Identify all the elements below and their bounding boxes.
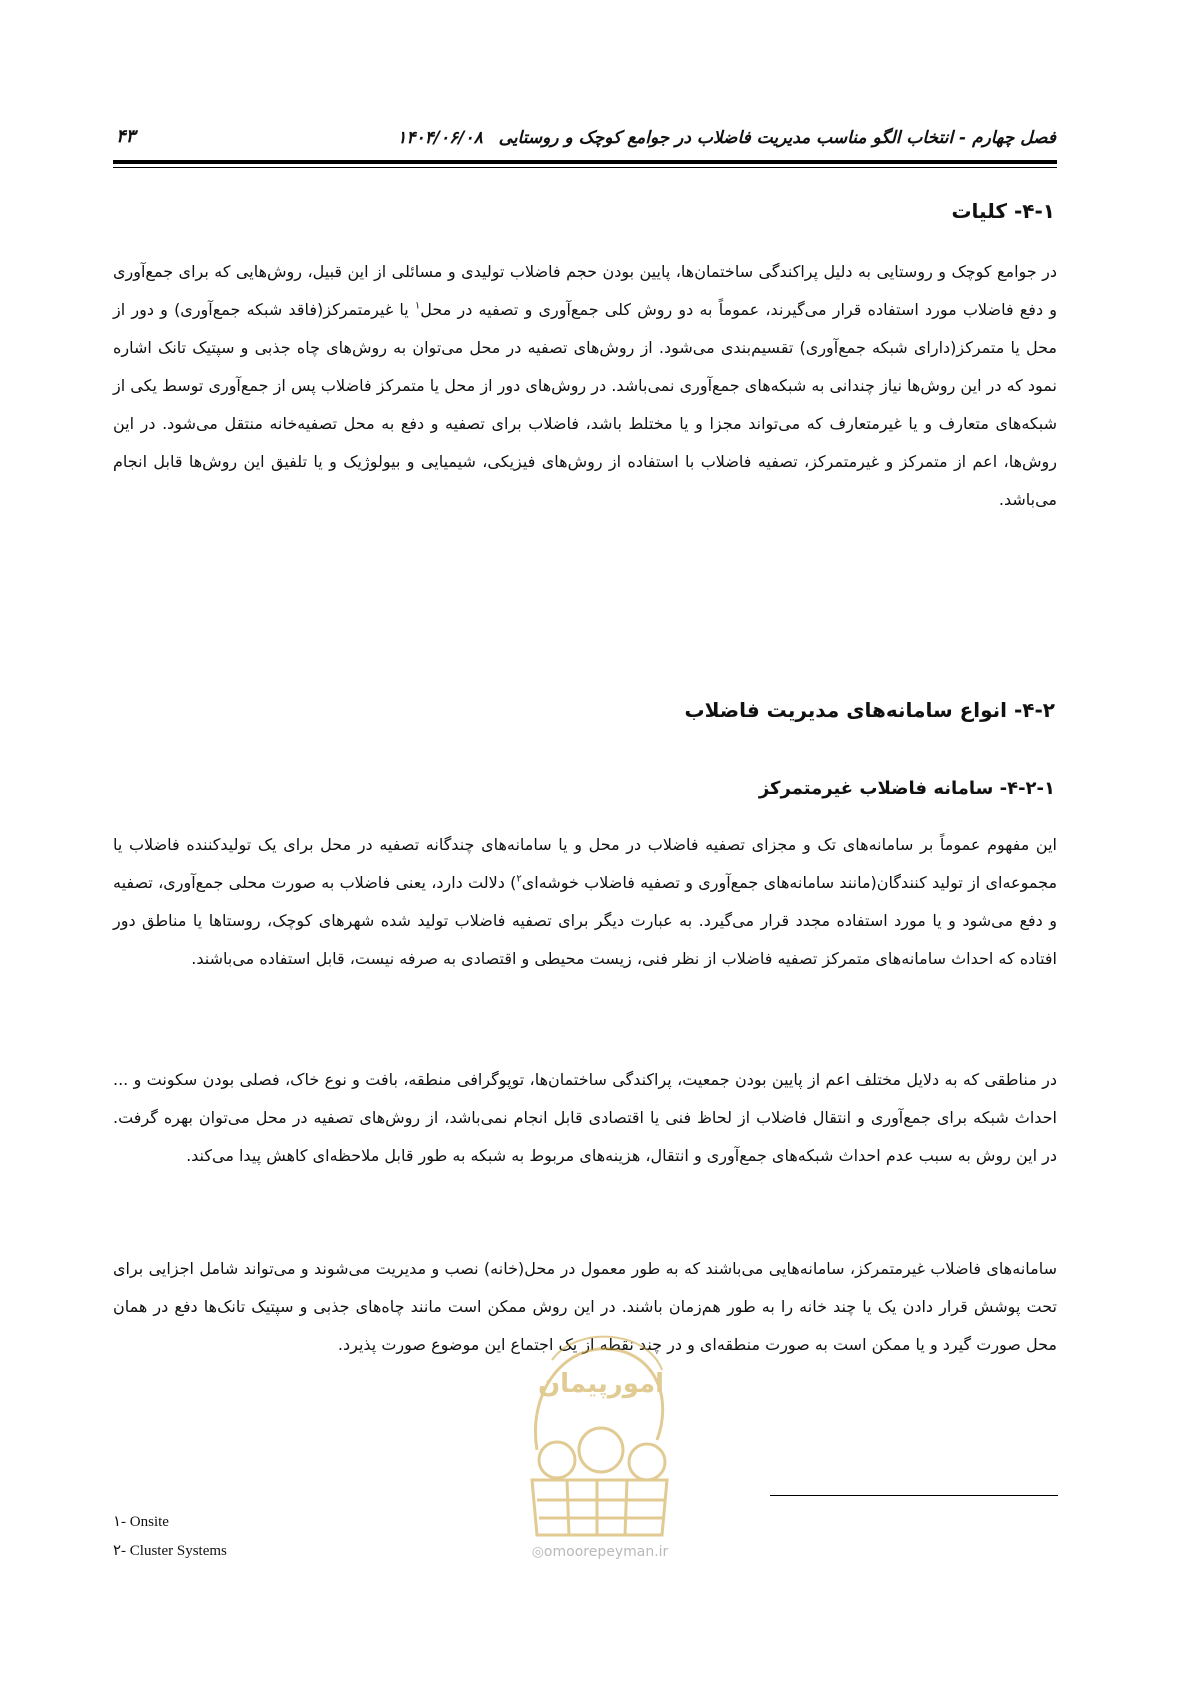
header-date: ۱۴۰۴/۰۶/۰۸ <box>397 128 483 148</box>
watermark-logo-text: امورپیمان <box>537 1369 665 1399</box>
paragraph-decentralized-1-part-a: این مفهوم عموماً بر سامانه‌های تک و مجزای تصفیه فاضلاب در محل و یا سامانه‌های چندگانه تصفیه در محل برای یک تولیدکننده فاضلاب یا مجموعه‌ای از تولید کنندگان(مانند سامانه‌های جمع‌آوری و تصفیه فاضلاب خوشه‌ای <box>113 835 1058 892</box>
footnote-ref-1: ۱ <box>414 300 421 312</box>
paragraph-decentralized-1 <box>113 826 1057 978</box>
paragraph-general <box>113 253 1057 519</box>
section-heading-general: ۴-۱- کلیات <box>951 199 1055 223</box>
section-heading-types: ۴-۲- انواع سامانه‌های مدیریت فاضلاب <box>684 698 1055 722</box>
paragraph-decentralized-3: سامانه‌های فاضلاب غیرمتمرکز، سامانه‌هایی می‌باشند که به طور معمول در محل(خانه) نصب و مدیریت می‌شوند و می‌تواند شامل اجزایی برای تحت پوشش قرار دادن یک یا چند خانه را به طور هم‌زمان باشند. در این روش ممکن است مانند چاه‌های جذبی و سپتیک تانک‌ها دفع در همان محل صورت گیرد و یا ممکن است به صورت منطقه‌ای و در چند نقطه از یک اجتماع این موضوع صورت پذیرد. <box>113 1259 1057 1354</box>
running-header <box>397 128 1056 148</box>
watermark-site-icon: ◎ <box>531 1544 544 1560</box>
header-title: فصل چهارم - انتخاب الگو مناسب مدیریت فاضلاب در جوامع کوچک و روستایی <box>498 128 1056 148</box>
footnote-separator <box>770 1495 1058 1496</box>
watermark-site-text: omoorepeyman.ir <box>543 1544 669 1560</box>
paragraph-decentralized-2: در مناطقی که به دلایل مختلف اعم از پایین بودن جمعیت، پراکندگی ساختمان‌ها، توپوگرافی منطقه، بافت و نوع خاک، فصلی بودن سکونت و ... احداث شبکه برای جمع‌آوری و انتقال فاضلاب از لحاظ فنی یا اقتصادی قابل انجام نمی‌باشد، از روش‌های تصفیه در محل می‌توان بهره گرفت. در این روش به سبب عدم احداث شبکه‌های جمع‌آوری و انتقال، هزینه‌های مربوط به شبکه به طور قابل ملاحظه‌ای کاهش پیدا می‌کند. <box>113 1070 1057 1165</box>
subsection-heading-decentralized: ۴-۲-۱- سامانه فاضلاب غیرمتمرکز <box>758 778 1055 799</box>
header-rule-thin <box>113 167 1057 168</box>
watermark-site <box>500 1544 700 1560</box>
footnote-ref-2: ۲ <box>516 873 522 885</box>
paragraph-general-part-b: یا غیرمتمرکز(فاقد شبکه جمع‌آوری) و دور از محل یا متمرکز(دارای شبکه جمع‌آوری) تقسیم‌بندی می‌شود. از روش‌های تصفیه در محل می‌توان به روش‌های چاه جذبی و سپتیک تانک اشاره نمود که در این روش‌ها نیاز چندانی به شبکه‌های جمع‌آوری نمی‌باشد. در روش‌های دور از محل یا متمرکز فاضلاب پس از جمع‌آوری توسط یکی از شبکه‌های متعارف و یا غیرمتعارف که می‌تواند مجزا و یا مختلط باشد، فاضلاب برای تصفیه و دفع به محل تصفیه‌خانه منتقل می‌شود. در این روش‌ها، اعم از متمرکز و غیرمتمرکز، تصفیه فاضلاب با استفاده از روش‌های فیزیکی، شیمیایی و بیولوژیک و یا تلفیق این روش‌ها قابل انجام می‌باشد. <box>113 300 1057 509</box>
header-rule-thick <box>113 160 1057 164</box>
paragraph-decentralized-1-part-b: ) دلالت دارد، یعنی فاضلاب به صورت محلی جمع‌آوری، تصفیه و دفع می‌شود و یا مورد استفاده مجدد قرار می‌گیرد. به عبارت دیگر برای تصفیه فاضلاب تولید شده شهرهای کوچک، روستاها یا مناطق دور افتاده که احداث سامانه‌های متمرکز تصفیه فاضلاب از نظر فنی، زیست محیطی و اقتصادی به صرفه نیست، قابل استفاده می‌باشند. <box>113 873 1057 968</box>
footnote-2: ۲- Cluster Systems <box>113 1543 227 1559</box>
page-number: ۴۳ <box>116 126 136 147</box>
watermark-logo <box>497 1300 702 1540</box>
footnote-1: ۱- Onsite <box>113 1514 169 1530</box>
paragraph-general-part-a: در جوامع کوچک و روستایی به دلیل پراکندگی ساختمان‌ها، پایین بودن حجم فاضلاب تولیدی و مسائلی از این قبیل، روش‌هایی که برای جمع‌آوری و دفع فاضلاب مورد استفاده قرار می‌گیرند، عموماً به دو روش کلی جمع‌آوری و تصفیه در محل <box>113 262 1058 319</box>
